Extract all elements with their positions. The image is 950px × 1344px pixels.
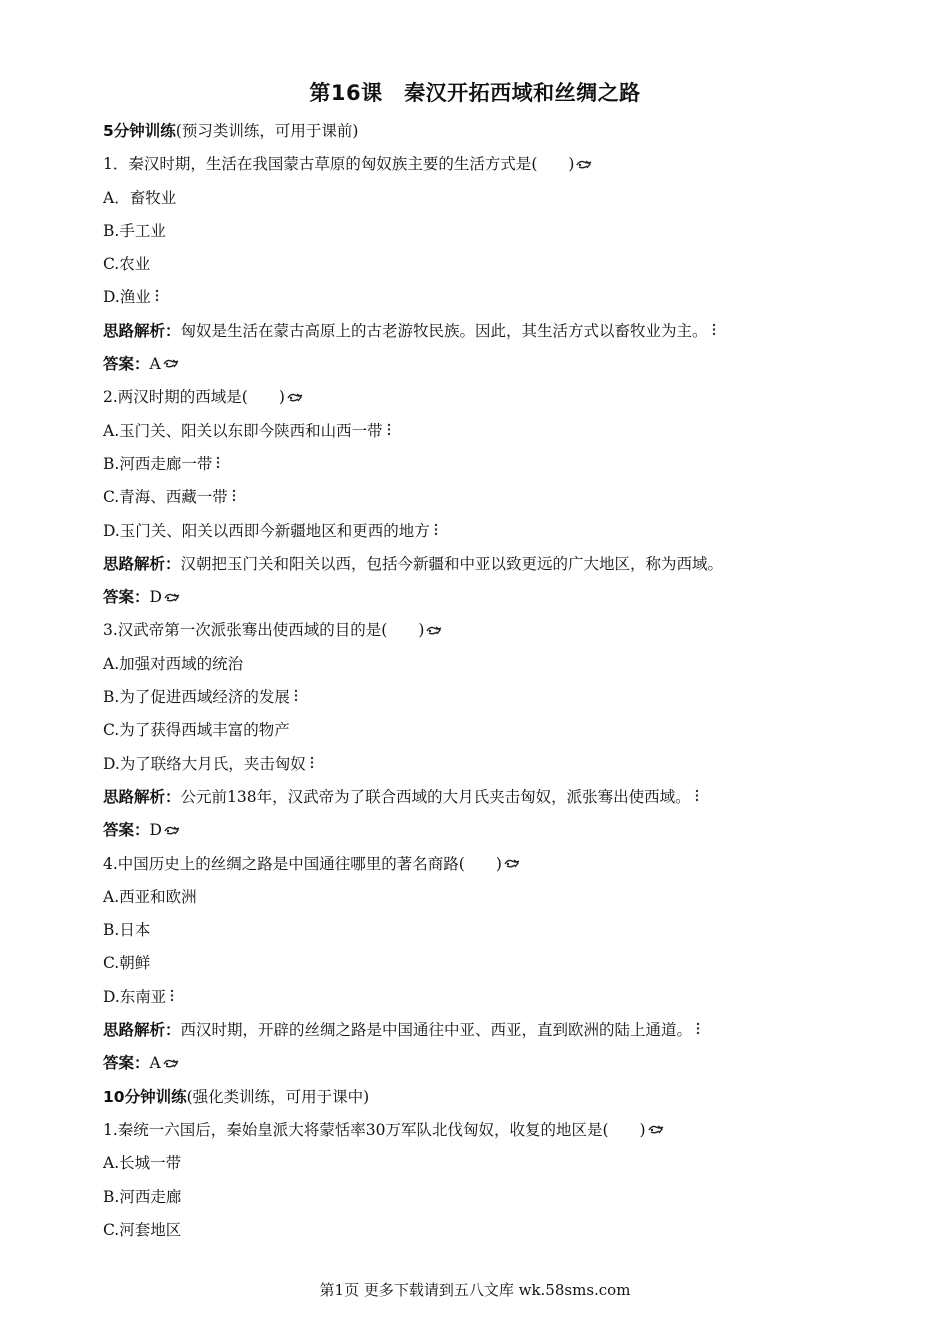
option-text: B.河西走廊一带	[103, 454, 213, 473]
analysis-line	[103, 1014, 863, 1047]
ellipsis-mark-icon	[232, 481, 236, 514]
option-line	[103, 681, 863, 714]
section-line	[103, 115, 863, 148]
ellipsis-mark-icon	[712, 315, 716, 348]
question-text: 4.中国历史上的丝绸之路是中国通往哪里的著名商路( )	[103, 854, 502, 873]
option-text: D.渔业	[103, 288, 151, 307]
analysis-label: 思路解析：	[103, 554, 181, 573]
answer-line	[103, 581, 863, 614]
question-line	[103, 381, 863, 414]
option-line	[103, 448, 863, 481]
option-text: C.朝鲜	[103, 954, 151, 973]
question-line	[103, 1114, 863, 1147]
analysis-text: 匈奴是生活在蒙古高原上的古老游牧民族。因此，其生活方式以畜牧业为主。	[180, 321, 708, 340]
analysis-line	[103, 781, 863, 814]
ellipsis-mark-icon	[216, 448, 220, 481]
option-line	[103, 515, 863, 548]
analysis-label: 思路解析：	[103, 787, 181, 806]
question-text: 2.两汉时期的西域是( )	[103, 388, 285, 407]
option-text: A.加强对西域的统治	[103, 654, 244, 673]
pen-mark-icon	[164, 582, 180, 615]
analysis-label: 思路解析：	[103, 321, 181, 340]
option-text: C.河套地区	[103, 1220, 182, 1239]
ellipsis-mark-icon	[294, 681, 298, 714]
question-line	[103, 148, 863, 181]
answer-text: A	[149, 355, 161, 374]
option-line	[103, 981, 863, 1014]
analysis-text: 公元前138年，汉武帝为了联合西域的大月氏夹击匈奴，派张骞出使西域。	[180, 787, 691, 806]
section-text: (强化类训练，可用于课中)	[186, 1087, 370, 1106]
option-line	[103, 714, 863, 747]
question-text: 1.秦统一六国后，秦始皇派大将蒙恬率30万军队北伐匈奴，收复的地区是( )	[103, 1120, 646, 1139]
answer-text: A	[149, 1054, 161, 1073]
ellipsis-mark-icon	[696, 1014, 700, 1047]
pen-mark-icon	[426, 615, 442, 648]
pen-mark-icon	[504, 848, 520, 881]
option-text: A.长城一带	[103, 1154, 182, 1173]
option-text: D.玉门关、阳关以西即今新疆地区和更西的地方	[103, 521, 430, 540]
option-text: B.河西走廊	[103, 1187, 182, 1206]
section-label: 5分钟训练	[103, 122, 176, 140]
option-text: D.东南亚	[103, 987, 167, 1006]
option-line	[103, 415, 863, 448]
analysis-label: 思路解析：	[103, 1021, 181, 1040]
ellipsis-mark-icon	[155, 281, 159, 314]
option-line	[103, 648, 863, 681]
question-text: 3.汉武帝第一次派张骞出使西域的目的是( )	[103, 621, 425, 640]
answer-text: D	[149, 821, 162, 840]
option-line	[103, 947, 863, 980]
ellipsis-mark-icon	[387, 415, 391, 448]
ellipsis-mark-icon	[434, 515, 438, 548]
option-line	[103, 1147, 863, 1180]
answer-label: 答案：	[103, 821, 150, 840]
option-text: B.日本	[103, 921, 151, 940]
pen-mark-icon	[164, 815, 180, 848]
page-footer: 第1页 更多下载请到五八文库 wk.58sms.com	[319, 1281, 631, 1299]
option-line	[103, 1214, 863, 1247]
ellipsis-mark-icon	[695, 781, 699, 814]
analysis-text: 汉朝把玉门关和阳关以西，包括今新疆和中亚以致更远的广大地区，称为西域。	[180, 554, 724, 573]
answer-label: 答案：	[103, 588, 150, 607]
option-line	[103, 914, 863, 947]
analysis-line	[103, 548, 863, 581]
answer-line	[103, 348, 863, 381]
option-line	[103, 481, 863, 514]
option-text: A．畜牧业	[103, 188, 177, 207]
option-text: C.农业	[103, 255, 151, 274]
option-line	[103, 748, 863, 781]
option-line	[103, 215, 863, 248]
option-line	[103, 248, 863, 281]
answer-line	[103, 814, 863, 847]
page-title: 第16课 秦汉开拓西域和丝绸之路	[309, 81, 641, 105]
option-line	[103, 182, 863, 215]
ellipsis-mark-icon	[310, 748, 314, 781]
answer-label: 答案：	[103, 355, 150, 374]
option-text: B.为了促进西域经济的发展	[103, 688, 290, 707]
pen-mark-icon	[576, 149, 592, 182]
pen-mark-icon	[163, 1048, 179, 1081]
option-text: C.为了获得西域丰富的物产	[103, 721, 290, 740]
option-line	[103, 881, 863, 914]
answer-line	[103, 1047, 863, 1080]
question-line	[103, 614, 863, 647]
pen-mark-icon	[287, 382, 303, 415]
question-text: 1．秦汉时期，生活在我国蒙古草原的匈奴族主要的生活方式是( )	[103, 155, 575, 174]
pen-mark-icon	[163, 348, 179, 381]
option-text: A.西亚和欧洲	[103, 887, 197, 906]
pen-mark-icon	[648, 1114, 664, 1147]
ellipsis-mark-icon	[170, 981, 174, 1014]
analysis-text: 西汉时期，开辟的丝绸之路是中国通往中亚、西亚，直到欧洲的陆上通道。	[180, 1021, 693, 1040]
section-text: (预习类训练，可用于课前)	[175, 122, 359, 140]
option-text: B.手工业	[103, 221, 166, 240]
analysis-line	[103, 315, 863, 348]
question-line	[103, 848, 863, 881]
answer-text: D	[149, 588, 162, 607]
option-line	[103, 281, 863, 314]
document-body	[103, 115, 863, 1247]
option-line	[103, 1181, 863, 1214]
option-text: C.青海、西藏一带	[103, 488, 228, 507]
option-text: D.为了联络大月氏，夹击匈奴	[103, 754, 306, 773]
section-line	[103, 1081, 863, 1114]
answer-label: 答案：	[103, 1054, 150, 1073]
section-label: 10分钟训练	[103, 1087, 187, 1106]
option-text: A.玉门关、阳关以东即今陕西和山西一带	[103, 421, 383, 440]
